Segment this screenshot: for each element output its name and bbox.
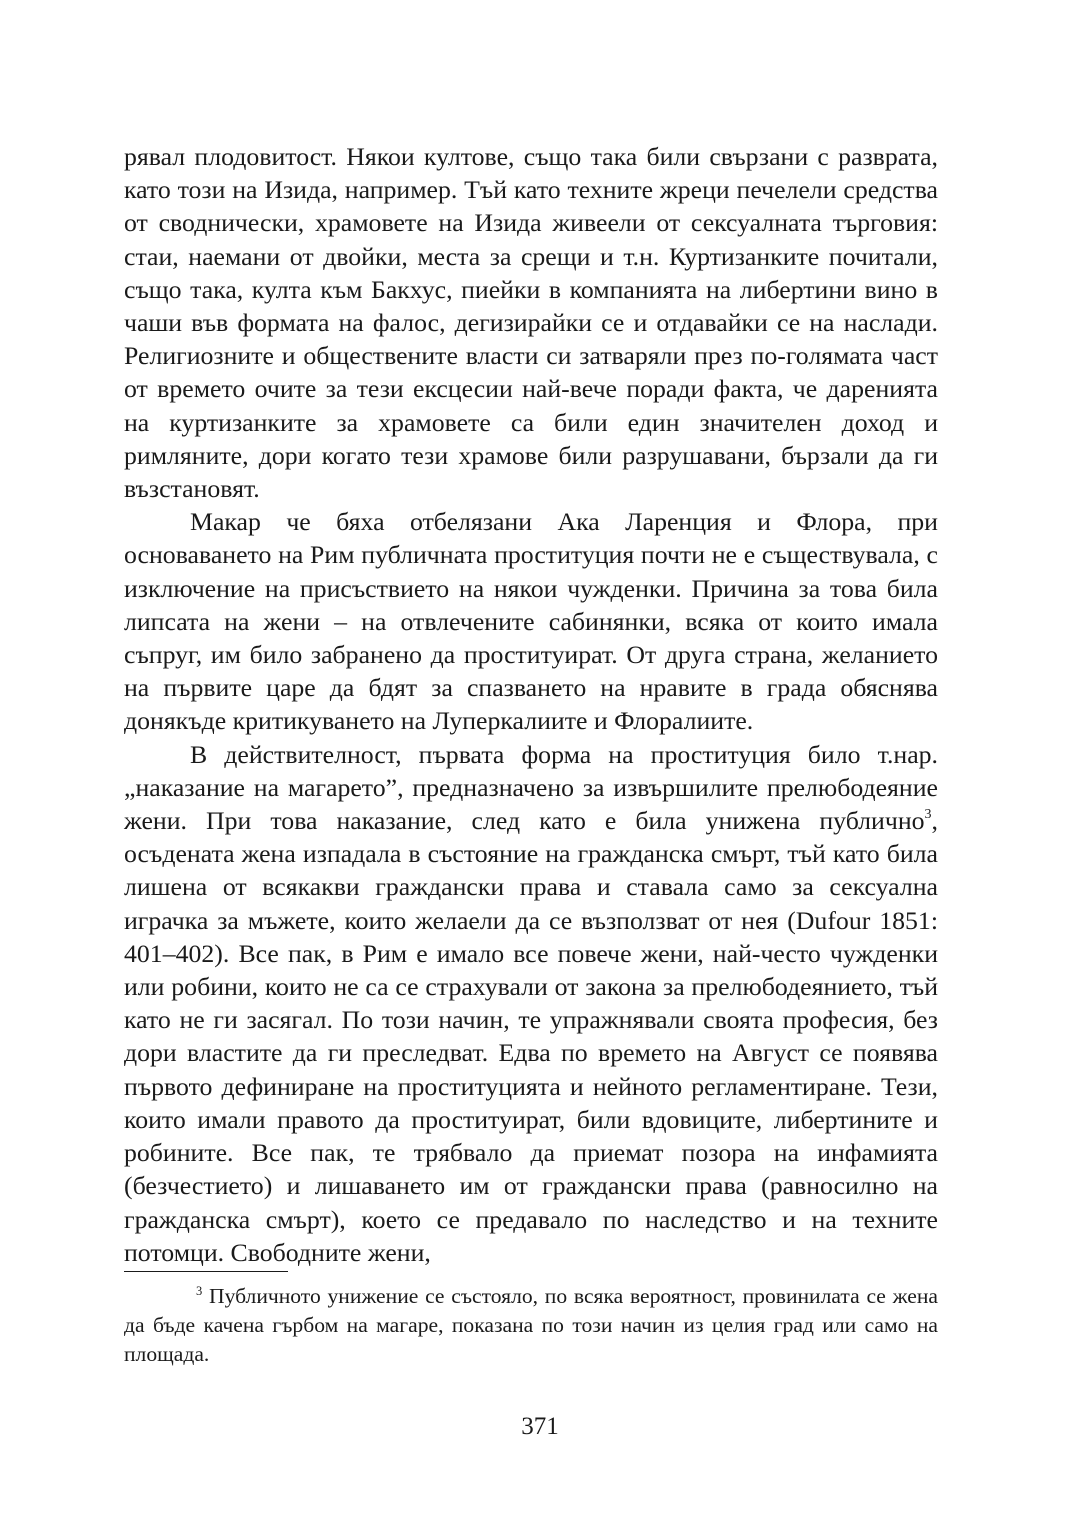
paragraph-2: Макар че бяха отбелязани Ака Ларенция и Флора, при основаването на Рим публичната проституция почти не е съществувала, с изключение на присъствието на някои чужденки. Причина за това била липсата на жени – на отвлечените сабинянки, всяка от които имала съпруг, им било забранено да проституират. От друга страна, желанието на първите царе да бдят за спазването на нравите в града обяснява донякъде критикуването на Луперкалиите и Флоралиите.: [124, 507, 938, 736]
footnote-separator: [124, 1271, 288, 1272]
page-content: [124, 140, 938, 1269]
footnote-reference: 3: [924, 807, 932, 823]
footnote-text: Публичното унижение се състояло, по всяка вероятност, провинилата се жена да бъде качена гърбом на магаре, показана по този начин из целия град или само на площада.: [124, 1284, 938, 1366]
page-number: 371: [521, 1413, 559, 1440]
paragraph-3-text-before: В действителност, първата форма на проституция било т.нар. „наказание на магарето”, предназначено за извършилите прелюбодеяние жени. При това наказание, след като е била унижена публично: [124, 739, 938, 836]
paragraph-3-text-after: , осъдената жена изпадала в състояние на гражданска смърт, тъй като била лишена от всякакви граждански права и ставала само за сексуална играчка за мъжете, които желаели да се възползват от нея (Dufour 1851: 401–402). Все пак, в Рим е имало все повече жени, най-често чужденки или робини, които не са се страхували от закона за прелюбодеянието, тъй като не ги засягал. По този начин, те упражнявали своята професия, без дори властите да ги преследват. Едва по времето на Август се появява първото дефиниране на проституцията и нейното регламентиране. Тези, които имали правото да проституират, били вдовиците, либертините и робините. Все пак, те трябвало да приемат позора на инфамията (безчестието) и лишаването им от граждански права (равносилно на гражданска смърт), което се предавало по наследство и на техните потомци. Свободните жени,: [124, 806, 938, 1267]
footnote: [124, 1282, 938, 1369]
body-text: [124, 140, 938, 1269]
footnote-marker: 3: [196, 1283, 203, 1298]
paragraph-1: рявал плодовитост. Някои култове, също така били свързани с разврата, като този на Изида, например. Тъй като техните жреци печелели средства от своднически, храмовете на Изида живеели от сексуалната търговия: стаи, наемани от двойки, места за срещи и т.н. Куртизанките почитали, също така, култа към Бакхус, пиейки в компанията на либертини вино в чаши във формата на фалос, дегизирайки се и отдавайки се на наслади. Религиозните и обществените власти си затваряли през по-голямата част от времето очите за тези ексцесии най-вече поради факта, че даренията на куртизанките за храмовете са били един значителен доход и римляните, дори когато тези храмове били разрушавани, бързали да ги възстановят.: [124, 142, 938, 504]
paragraph-3: [124, 738, 938, 1269]
